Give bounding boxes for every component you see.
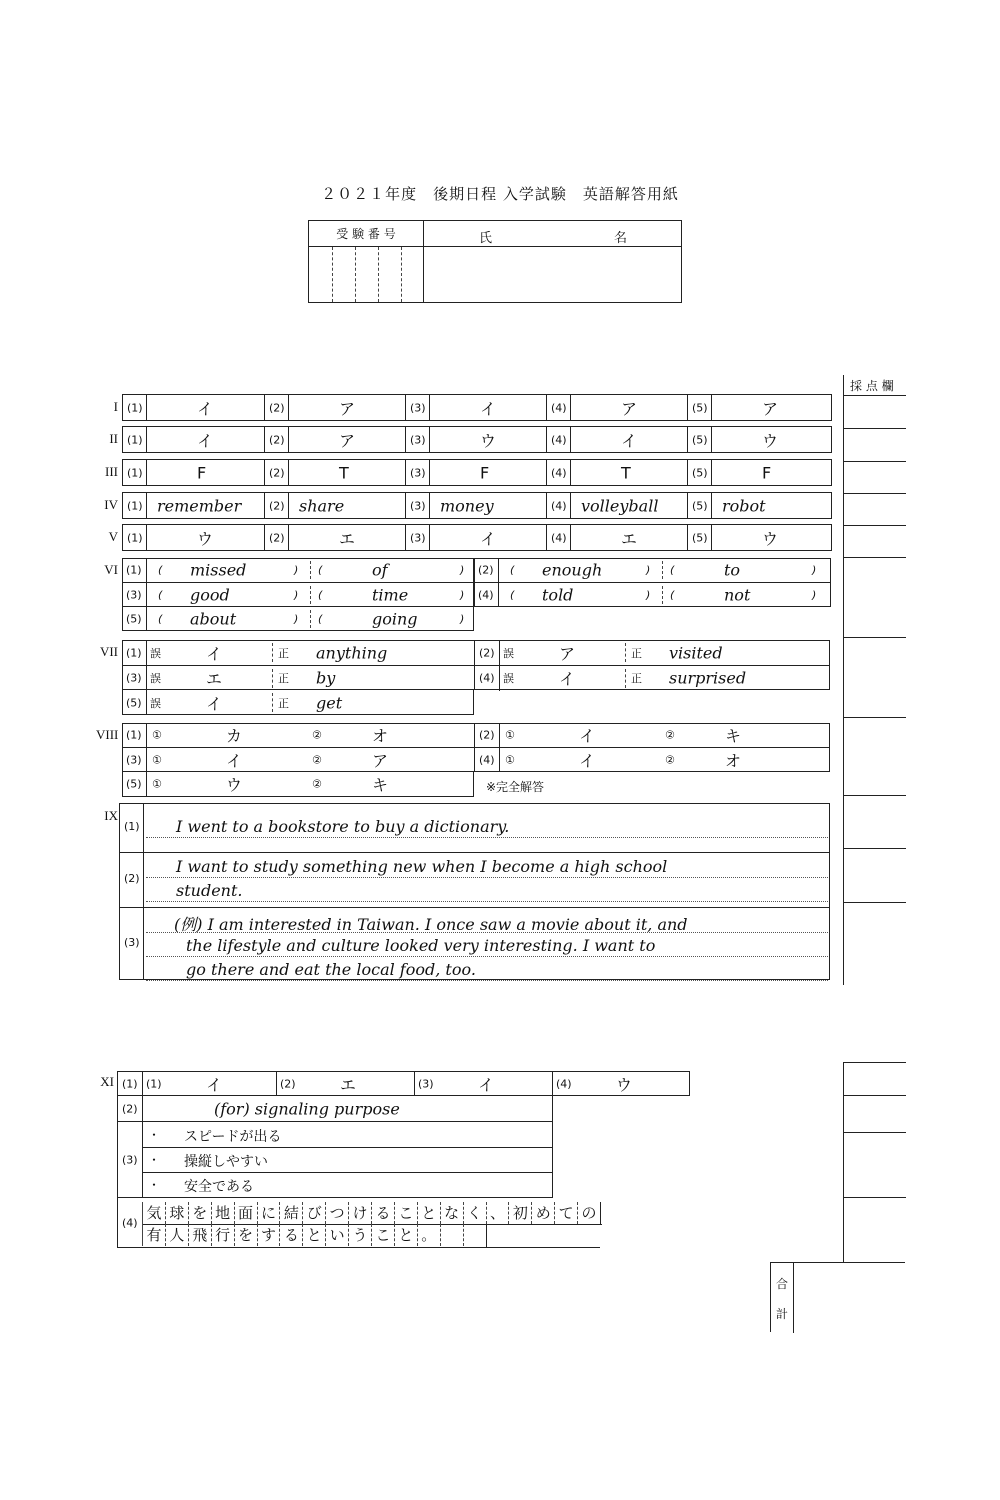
grid-char[interactable]: こ: [371, 1224, 394, 1246]
answer-cell[interactable]: [546, 395, 687, 420]
grid-char[interactable]: [463, 1224, 486, 1246]
right-label: 正: [278, 696, 289, 710]
feature-answer[interactable]: スピードが出る: [184, 1129, 282, 1145]
section-8-item: (4) ① イ ② オ: [474, 747, 830, 771]
section-11-q3-block: (3) ・ スピードが出る ・ 操縦しやすい ・ 安全である: [117, 1122, 553, 1198]
section-6-item: (3) ( good ) ( time ): [122, 582, 474, 606]
answer-text: ア: [621, 399, 638, 418]
right-answer[interactable]: visited: [669, 643, 723, 662]
grid-char[interactable]: め: [531, 1202, 554, 1224]
sub-answer[interactable]: エ: [340, 1075, 357, 1094]
grid-char[interactable]: 面: [234, 1202, 257, 1224]
question-number: (1): [122, 1077, 138, 1090]
question-number: (4): [122, 1216, 138, 1230]
section-11-q1-row: (1) (1) イ (2) エ (3) イ (4) ウ: [117, 1071, 690, 1096]
answer-cell[interactable]: [264, 493, 405, 518]
question-number: (3): [126, 671, 142, 685]
grid-char[interactable]: 人: [165, 1224, 188, 1246]
question-number: (2): [269, 401, 285, 414]
grid-char[interactable]: [440, 1224, 463, 1246]
right-label: 正: [278, 672, 289, 685]
grid-char[interactable]: を: [234, 1224, 257, 1246]
section-5-label: V: [108, 529, 118, 544]
answer-text: robot: [722, 496, 766, 515]
question-number: (2): [479, 646, 495, 659]
question-number: (3): [126, 753, 142, 766]
section-8-item: (2) ① イ ② キ: [474, 723, 830, 747]
right-label: 正: [631, 672, 642, 685]
question-number: (2): [269, 499, 285, 512]
feature-answer[interactable]: 操縦しやすい: [184, 1154, 268, 1170]
grid-char[interactable]: い: [325, 1224, 348, 1246]
question-number: (4): [551, 466, 567, 479]
answer-text: イ: [480, 529, 497, 548]
score-column-lower: [843, 1062, 905, 1262]
question-number: (3): [410, 433, 426, 446]
blank-answer-a[interactable]: told: [542, 585, 574, 604]
grid-char[interactable]: 結: [279, 1202, 302, 1224]
answer-text: money: [440, 496, 494, 515]
blank-answer-b[interactable]: time: [372, 585, 409, 604]
answer-text: volleyball: [581, 496, 659, 515]
section-7-item: [122, 640, 474, 665]
answer-cell[interactable]: [405, 427, 546, 452]
answer-text: イ: [621, 431, 638, 450]
answer-text: T: [339, 463, 349, 482]
answer-cell[interactable]: [687, 525, 828, 550]
answer-cell[interactable]: [405, 493, 546, 518]
grid-char[interactable]: て: [554, 1202, 577, 1224]
grid-char[interactable]: 初: [508, 1202, 531, 1224]
grid-char[interactable]: び: [302, 1202, 325, 1224]
section-11-label: XI: [100, 1074, 114, 1089]
wrong-label: 誤: [503, 646, 514, 660]
grid-char[interactable]: な: [440, 1202, 463, 1224]
question-number: (3): [410, 401, 426, 414]
essay-line[interactable]: I went to a bookstore to buy a dictionary.: [176, 817, 510, 836]
order-answer-2[interactable]: ア: [372, 751, 389, 770]
grid-char[interactable]: る: [371, 1202, 394, 1224]
grid-char[interactable]: を: [188, 1202, 211, 1224]
answer-text: ウ: [762, 529, 779, 548]
answer-text: エ: [339, 529, 356, 548]
question-number: (1): [126, 646, 142, 659]
answer-cell[interactable]: [546, 460, 687, 485]
answer-cell[interactable]: [546, 427, 687, 452]
right-answer[interactable]: anything: [316, 643, 388, 662]
question-number: (5): [692, 531, 708, 544]
question-number: (1): [124, 820, 140, 833]
grid-char[interactable]: け: [348, 1202, 371, 1224]
answer-text: エ: [621, 529, 638, 548]
order-answer-1[interactable]: イ: [579, 751, 596, 770]
grid-char[interactable]: 有: [142, 1224, 165, 1246]
section-7-item: [122, 690, 474, 715]
wrong-answer[interactable]: エ: [206, 669, 223, 689]
grid-char[interactable]: く: [463, 1202, 486, 1224]
answer-cell[interactable]: [687, 460, 828, 485]
wrong-answer[interactable]: イ: [206, 694, 223, 713]
question-number: (3): [126, 588, 142, 601]
section-2-label: II: [109, 431, 118, 446]
order-answer-2[interactable]: オ: [725, 751, 742, 770]
grid-char[interactable]: 地: [211, 1202, 234, 1224]
question-number: (2): [122, 1102, 138, 1115]
question-number: (5): [126, 612, 142, 625]
grid-char[interactable]: 行: [211, 1224, 234, 1246]
grid-char[interactable]: 気: [142, 1202, 165, 1224]
question-number: (4): [551, 433, 567, 446]
question-number: (4): [478, 588, 494, 601]
question-number: (3): [410, 531, 426, 544]
score-column: [843, 375, 905, 985]
grid-char[interactable]: す: [257, 1224, 280, 1246]
blank-answer-b[interactable]: not: [724, 585, 751, 604]
answer-cell[interactable]: [546, 525, 687, 550]
grid-char[interactable]: 。: [417, 1224, 440, 1246]
grid-char[interactable]: と: [394, 1224, 417, 1246]
answer-cell[interactable]: [687, 395, 828, 420]
question-number: (5): [692, 466, 708, 479]
question-number: (2): [478, 563, 494, 577]
order-answer-2[interactable]: キ: [725, 726, 742, 746]
right-answer[interactable]: surprised: [669, 668, 747, 688]
blank-answer-a[interactable]: about: [190, 609, 237, 628]
grid-char[interactable]: る: [279, 1224, 302, 1246]
question-number: (1): [126, 563, 142, 577]
wrong-label: 誤: [503, 672, 514, 685]
answer-cell[interactable]: [264, 525, 405, 550]
wrong-label: 誤: [150, 646, 161, 660]
answer-cell[interactable]: [123, 460, 264, 485]
question-number: (4): [551, 401, 567, 414]
section-7-item: [474, 640, 830, 665]
grid-char[interactable]: に: [257, 1202, 280, 1224]
wrong-answer[interactable]: ア: [559, 644, 576, 663]
answer-text: remember: [157, 496, 242, 515]
section-2-row: [122, 426, 832, 453]
complete-answer-note: ※完全解答: [486, 780, 545, 794]
section-7-item: [474, 665, 830, 690]
section-5-row: [122, 524, 832, 551]
section-7-item: [122, 665, 474, 690]
blank-answer-a[interactable]: enough: [542, 560, 603, 580]
blank-answer-b[interactable]: going: [372, 609, 418, 628]
order-answer-1[interactable]: カ: [226, 726, 243, 746]
essay-line[interactable]: the lifestyle and culture looked very interesting. I want to: [186, 936, 656, 955]
essay-line[interactable]: go there and eat the local food, too.: [186, 960, 476, 979]
blank-answer-b[interactable]: to: [724, 560, 741, 580]
wrong-answer[interactable]: イ: [206, 644, 223, 663]
essay-line[interactable]: (例) I am interested in Taiwan. I once saw a movie about it, and: [174, 915, 688, 934]
section-8-item: (5) ① ウ ② キ: [122, 772, 474, 796]
name-field[interactable]: [424, 247, 681, 302]
essay-line[interactable]: student.: [176, 881, 243, 900]
section-1-label: I: [113, 399, 118, 414]
question-number: (5): [692, 401, 708, 414]
wrong-label: 誤: [150, 672, 161, 685]
answer-cell[interactable]: [264, 395, 405, 420]
question-number: (2): [269, 433, 285, 446]
answer-text: ウ: [762, 431, 779, 450]
question-number: (4): [551, 499, 567, 512]
question-number: (5): [692, 499, 708, 512]
wrong-answer[interactable]: イ: [559, 669, 576, 689]
q2-answer[interactable]: (for) signaling purpose: [214, 1099, 400, 1118]
section-3-row: [122, 459, 832, 486]
blank-answer-a[interactable]: missed: [190, 560, 247, 580]
answer-cell[interactable]: [687, 427, 828, 452]
right-label: 正: [631, 646, 642, 660]
answer-text: ウ: [197, 529, 214, 548]
exam-number-field[interactable]: [309, 247, 424, 302]
answer-text: イ: [197, 431, 214, 450]
essay-line[interactable]: I want to study something new when I become a high school: [176, 857, 668, 876]
question-number: (2): [124, 871, 140, 885]
sub-answer[interactable]: イ: [206, 1075, 223, 1094]
section-3-label: III: [105, 464, 118, 479]
question-number: (3): [122, 1153, 138, 1167]
question-number: (1): [126, 728, 142, 742]
answer-cell[interactable]: [123, 427, 264, 452]
answer-cell[interactable]: [405, 525, 546, 550]
section-4-row: [122, 492, 832, 519]
answer-text: share: [299, 496, 345, 515]
answer-cell[interactable]: [405, 395, 546, 420]
section-6-item: (5) ( about ) ( going ): [122, 606, 474, 630]
answer-text: イ: [197, 399, 214, 418]
grid-char[interactable]: つ: [325, 1202, 348, 1224]
question-number: (5): [126, 696, 142, 709]
section-8-item: (3) ① イ ② ア: [122, 747, 474, 771]
exam-id-box: [308, 220, 682, 303]
question-number: (4): [551, 531, 567, 544]
total-box: 合 計: [770, 1262, 905, 1332]
grid-char[interactable]: と: [417, 1202, 440, 1224]
grid-char[interactable]: う: [348, 1224, 371, 1246]
section-6-label: VI: [104, 562, 118, 577]
question-number: (1): [127, 531, 143, 544]
section-8-label: VIII: [96, 727, 119, 742]
answer-text: ア: [339, 399, 356, 418]
answer-text: ウ: [480, 431, 497, 450]
grid-char[interactable]: 、: [486, 1202, 509, 1224]
question-number: (1): [127, 401, 143, 414]
right-label: 正: [278, 646, 289, 660]
section-6-item: (2) ( enough ) ( to ): [474, 558, 831, 582]
section-7-label: VII: [99, 644, 118, 659]
answer-text: F: [762, 463, 772, 482]
question-number: (1): [127, 499, 143, 512]
grid-char[interactable]: の: [577, 1202, 600, 1224]
question-number: (2): [479, 728, 495, 742]
question-number: (2): [269, 531, 285, 544]
answer-cell[interactable]: [123, 525, 264, 550]
section-11-q4-block: [117, 1198, 600, 1248]
grid-char[interactable]: こ: [394, 1202, 417, 1224]
feature-answer[interactable]: 安全である: [184, 1179, 254, 1195]
sub-answer[interactable]: ウ: [616, 1075, 633, 1094]
grid-char[interactable]: 飛: [188, 1224, 211, 1246]
question-number: (5): [692, 433, 708, 446]
answer-cell[interactable]: [123, 395, 264, 420]
grid-char[interactable]: と: [302, 1224, 325, 1246]
wrong-label: 誤: [150, 696, 161, 710]
section-6-item: (1) ( missed ) ( of ): [122, 558, 474, 582]
page-title: ２０２１年度 後期日程 入学試験 英語解答用紙: [321, 185, 679, 203]
section-8-item: (1) ① カ ② オ: [122, 723, 474, 747]
answer-text: F: [480, 463, 490, 482]
answer-cell[interactable]: [264, 427, 405, 452]
section-11-q2-row: [117, 1096, 553, 1122]
section-6-item: (4) ( told ) ( not ): [474, 582, 831, 606]
right-answer[interactable]: get: [316, 693, 343, 712]
answer-cell[interactable]: [405, 460, 546, 485]
question-number: (2): [269, 466, 285, 479]
exam-number-label: 受 験 番 号: [309, 221, 424, 247]
order-answer-2[interactable]: キ: [372, 775, 389, 795]
question-number: (1): [127, 433, 143, 446]
question-number: (5): [126, 777, 142, 791]
grid-char[interactable]: 球: [165, 1202, 188, 1224]
question-number: (4): [479, 671, 495, 685]
question-number: (3): [410, 499, 426, 512]
section-9-label: IX: [104, 808, 118, 823]
answer-text: T: [621, 463, 631, 482]
order-answer-2[interactable]: オ: [372, 726, 389, 746]
answer-cell[interactable]: [264, 460, 405, 485]
answer-cell[interactable]: [546, 493, 687, 518]
question-number: (4): [479, 753, 495, 766]
question-number: (3): [124, 936, 140, 949]
question-number: (1): [127, 466, 143, 479]
answer-text: F: [197, 463, 207, 482]
name-label: 氏 名: [424, 221, 681, 247]
section-1-row: [122, 394, 832, 421]
answer-cell[interactable]: [687, 493, 828, 518]
blank-answer-b[interactable]: of: [372, 560, 388, 580]
answer-cell[interactable]: [123, 493, 264, 518]
answer-text: ア: [762, 399, 779, 418]
question-number: (3): [410, 466, 426, 479]
section-4-label: IV: [104, 497, 118, 512]
sub-answer[interactable]: イ: [478, 1075, 495, 1094]
right-answer[interactable]: by: [316, 668, 336, 688]
score-column-label: 採 点 欄: [850, 379, 894, 393]
order-answer-1[interactable]: イ: [226, 751, 243, 770]
blank-answer-a[interactable]: good: [190, 585, 230, 604]
order-answer-1[interactable]: イ: [579, 726, 596, 746]
order-answer-1[interactable]: ウ: [226, 775, 243, 795]
answer-text: ア: [339, 431, 356, 450]
answer-text: イ: [480, 399, 497, 418]
